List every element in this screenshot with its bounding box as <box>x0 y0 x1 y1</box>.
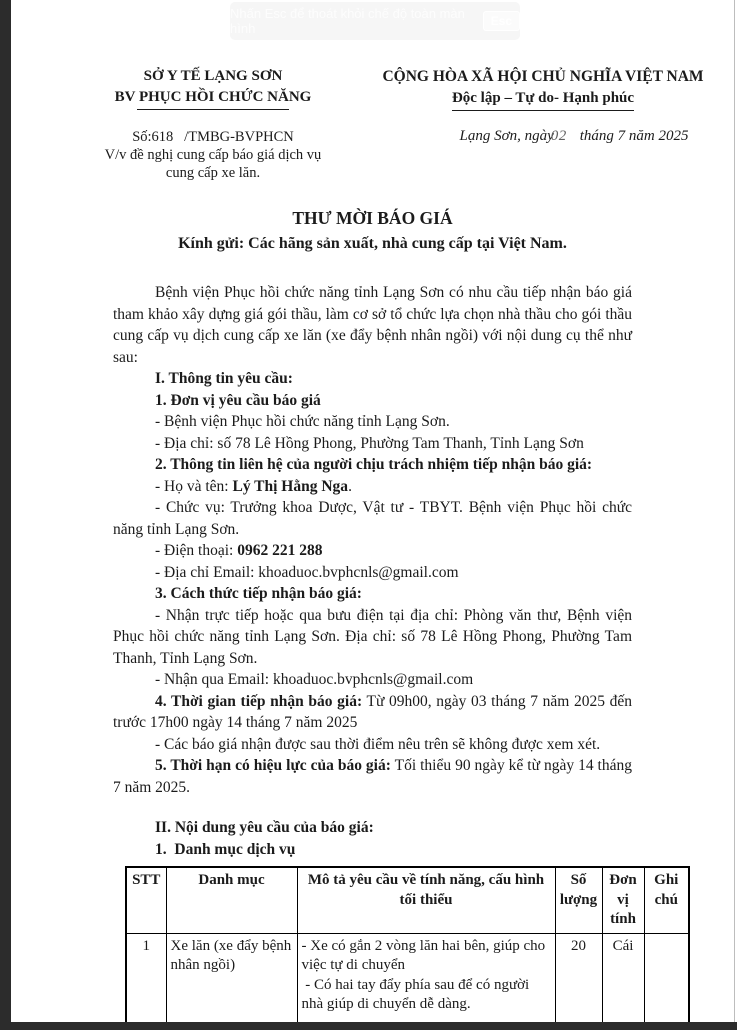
subject-line-1: V/v đề nghị cung cấp báo giá dịch vụ <box>104 147 322 163</box>
national-motto: Độc lập – Tự do- Hạnh phúc <box>452 88 634 111</box>
col-header-ghi-chu: Ghi chú <box>644 867 689 933</box>
receive-time-line <box>113 691 632 734</box>
document-body <box>113 282 679 1026</box>
contact-name-label: - Họ và tên: <box>155 477 233 495</box>
subject-line-2: cung cấp xe lăn. <box>165 165 261 181</box>
section-2-1-heading: 1. Danh mục dịch vụ <box>155 840 296 858</box>
service-list-table <box>125 866 690 1026</box>
contact-name: Lý Thị Hằng Nga <box>232 477 349 495</box>
section-1-2-heading: 2. Thông tin liên hệ của người chịu trách nhiệm tiếp nhận báo giá: <box>155 456 593 473</box>
contact-phone-label: - Điện thoại: <box>155 542 238 559</box>
fullscreen-exit-message: Nhấn Esc để thoát khỏi chế độ toàn màn hình <box>230 6 465 36</box>
contact-phone-number: 0962 221 288 <box>237 542 323 559</box>
place-date-line <box>357 128 729 182</box>
section-2-heading: II. Nội dung yêu cầu của báo giá: <box>155 819 374 836</box>
contact-email-line: - Địa chỉ Email: khoaduoc.bvphcnls@gmail.com <box>155 563 459 581</box>
fullscreen-exit-notification <box>230 2 520 40</box>
document-number-block <box>63 128 363 182</box>
document-page <box>11 0 734 1022</box>
document-title: THƯ MỜI BÁO GIÁ <box>292 208 453 228</box>
contact-name-line <box>113 476 632 498</box>
title-block <box>11 207 734 255</box>
section-1-heading: I. Thông tin yêu cầu: <box>155 370 293 387</box>
org-name: BV PHỤC HỒI CHỨC NĂNG <box>114 89 312 105</box>
org-underline <box>137 109 289 110</box>
viewer-left-edge-bar <box>0 0 11 1030</box>
place-date-prefix: Lạng Sơn, ngày <box>459 128 554 144</box>
validity-text: Tối thiểu 90 ngày kể từ ngày 14 tháng 7 năm 2025. <box>113 757 632 796</box>
receive-method-email: - Nhận qua Email: khoaduoc.bvphcnls@gmail.com <box>155 671 474 688</box>
issuing-org-block <box>63 66 363 111</box>
late-quote-note: - Các báo giá nhận được sau thời điểm nêu trên sẽ không được xem xét. <box>155 735 601 753</box>
national-title: CỘNG HÒA XÃ HỘI CHỦ NGHĨA VIỆT NAM <box>382 68 704 85</box>
col-header-don-vi-tinh: Đơn vị tính <box>602 867 644 933</box>
org-parent-name: SỞ Y TẾ LẠNG SƠN <box>143 68 283 84</box>
validity-line <box>113 755 632 798</box>
cell-danh-muc: Xe lăn (xe đẩy bệnh nhân ngồi) <box>166 933 297 1025</box>
requesting-unit-name: - Bệnh viện Phục hồi chức năng tỉnh Lạng Sơn. <box>155 413 450 430</box>
table-row <box>126 933 689 1025</box>
col-header-stt: STT <box>126 867 166 933</box>
contact-role-line: - Chức vụ: Trưởng khoa Dược, Vật tư - TBYT. Bệnh viện Phục hồi chức năng tỉnh Lạng Sơn. <box>113 499 632 538</box>
cell-so-luong: 20 <box>555 933 602 1025</box>
document-meta-row <box>11 128 734 182</box>
receive-time-text: Từ 09h00, ngày 03 tháng 7 năm 2025 đến trước 17h00 ngày 14 tháng 7 năm 2025 <box>113 692 632 731</box>
cell-stt: 1 <box>126 933 166 1025</box>
validity-label: 5. Thời hạn có hiệu lực của báo giá: <box>155 757 391 774</box>
viewer-bottom-bar <box>0 1022 737 1030</box>
col-header-danh-muc: Danh mục <box>166 867 297 933</box>
cell-ghi-chu <box>644 933 689 1025</box>
section-spacer <box>113 798 632 817</box>
section-1-3-heading: 3. Cách thức tiếp nhận báo giá: <box>155 585 362 602</box>
salutation-line: Kính gửi: Các hãng sản xuất, nhà cung cấp tại Việt Nam. <box>178 235 567 252</box>
table-header-row <box>126 867 689 933</box>
col-header-so-luong: Số lượng <box>555 867 602 933</box>
page-right-border <box>734 0 735 1022</box>
esc-key-icon: Esc <box>483 11 520 31</box>
receive-method-direct: - Nhận trực tiếp hoặc qua bưu điện tại địa chỉ: Phòng văn thư, Bệnh viện Phục hồi chức năng tỉnh Lạng Sơn. Địa chỉ: số 78 Lê Hồng Phong, Phường Tam Thanh, Tỉnh Lạng Sơn. <box>113 606 632 667</box>
contact-name-period: . <box>348 477 352 495</box>
cell-mo-ta: - Xe có gắn 2 vòng lăn hai bên, giúp cho việc tự di chuyển - Có hai tay đẩy phía sau để có người nhà giúp di chuyển dễ dàng. <box>297 933 555 1025</box>
handwritten-day: 02 <box>550 128 567 144</box>
national-header-block <box>357 66 729 111</box>
receive-time-label: 4. Thời gian tiếp nhận báo giá: <box>155 692 363 710</box>
document-number: Số:618 /TMBG-BVPHCN <box>132 129 294 145</box>
section-1-1-heading: 1. Đơn vị yêu cầu báo giá <box>155 391 321 409</box>
cell-don-vi-tinh: Cái <box>602 933 644 1025</box>
intro-paragraph: Bệnh viện Phục hồi chức năng tỉnh Lạng Sơn có nhu cầu tiếp nhận báo giá tham khảo xây dựng giá gói thầu, làm cơ sở tổ chức lựa chọn nhà thầu cho gói thầu cung cấp vụ dịch cung cấp xe lăn (xe đẩy bệnh nhân ngồi) với nội dung cụ thể như sau: <box>113 284 632 366</box>
contact-phone-line <box>113 540 632 562</box>
col-header-mo-ta: Mô tả yêu cầu về tính năng, cấu hình tối thiểu <box>297 867 555 933</box>
requesting-unit-address: - Địa chỉ: số 78 Lê Hồng Phong, Phường Tam Thanh, Tỉnh Lạng Sơn <box>155 434 584 452</box>
place-date-suffix: tháng 7 năm 2025 <box>579 128 689 144</box>
